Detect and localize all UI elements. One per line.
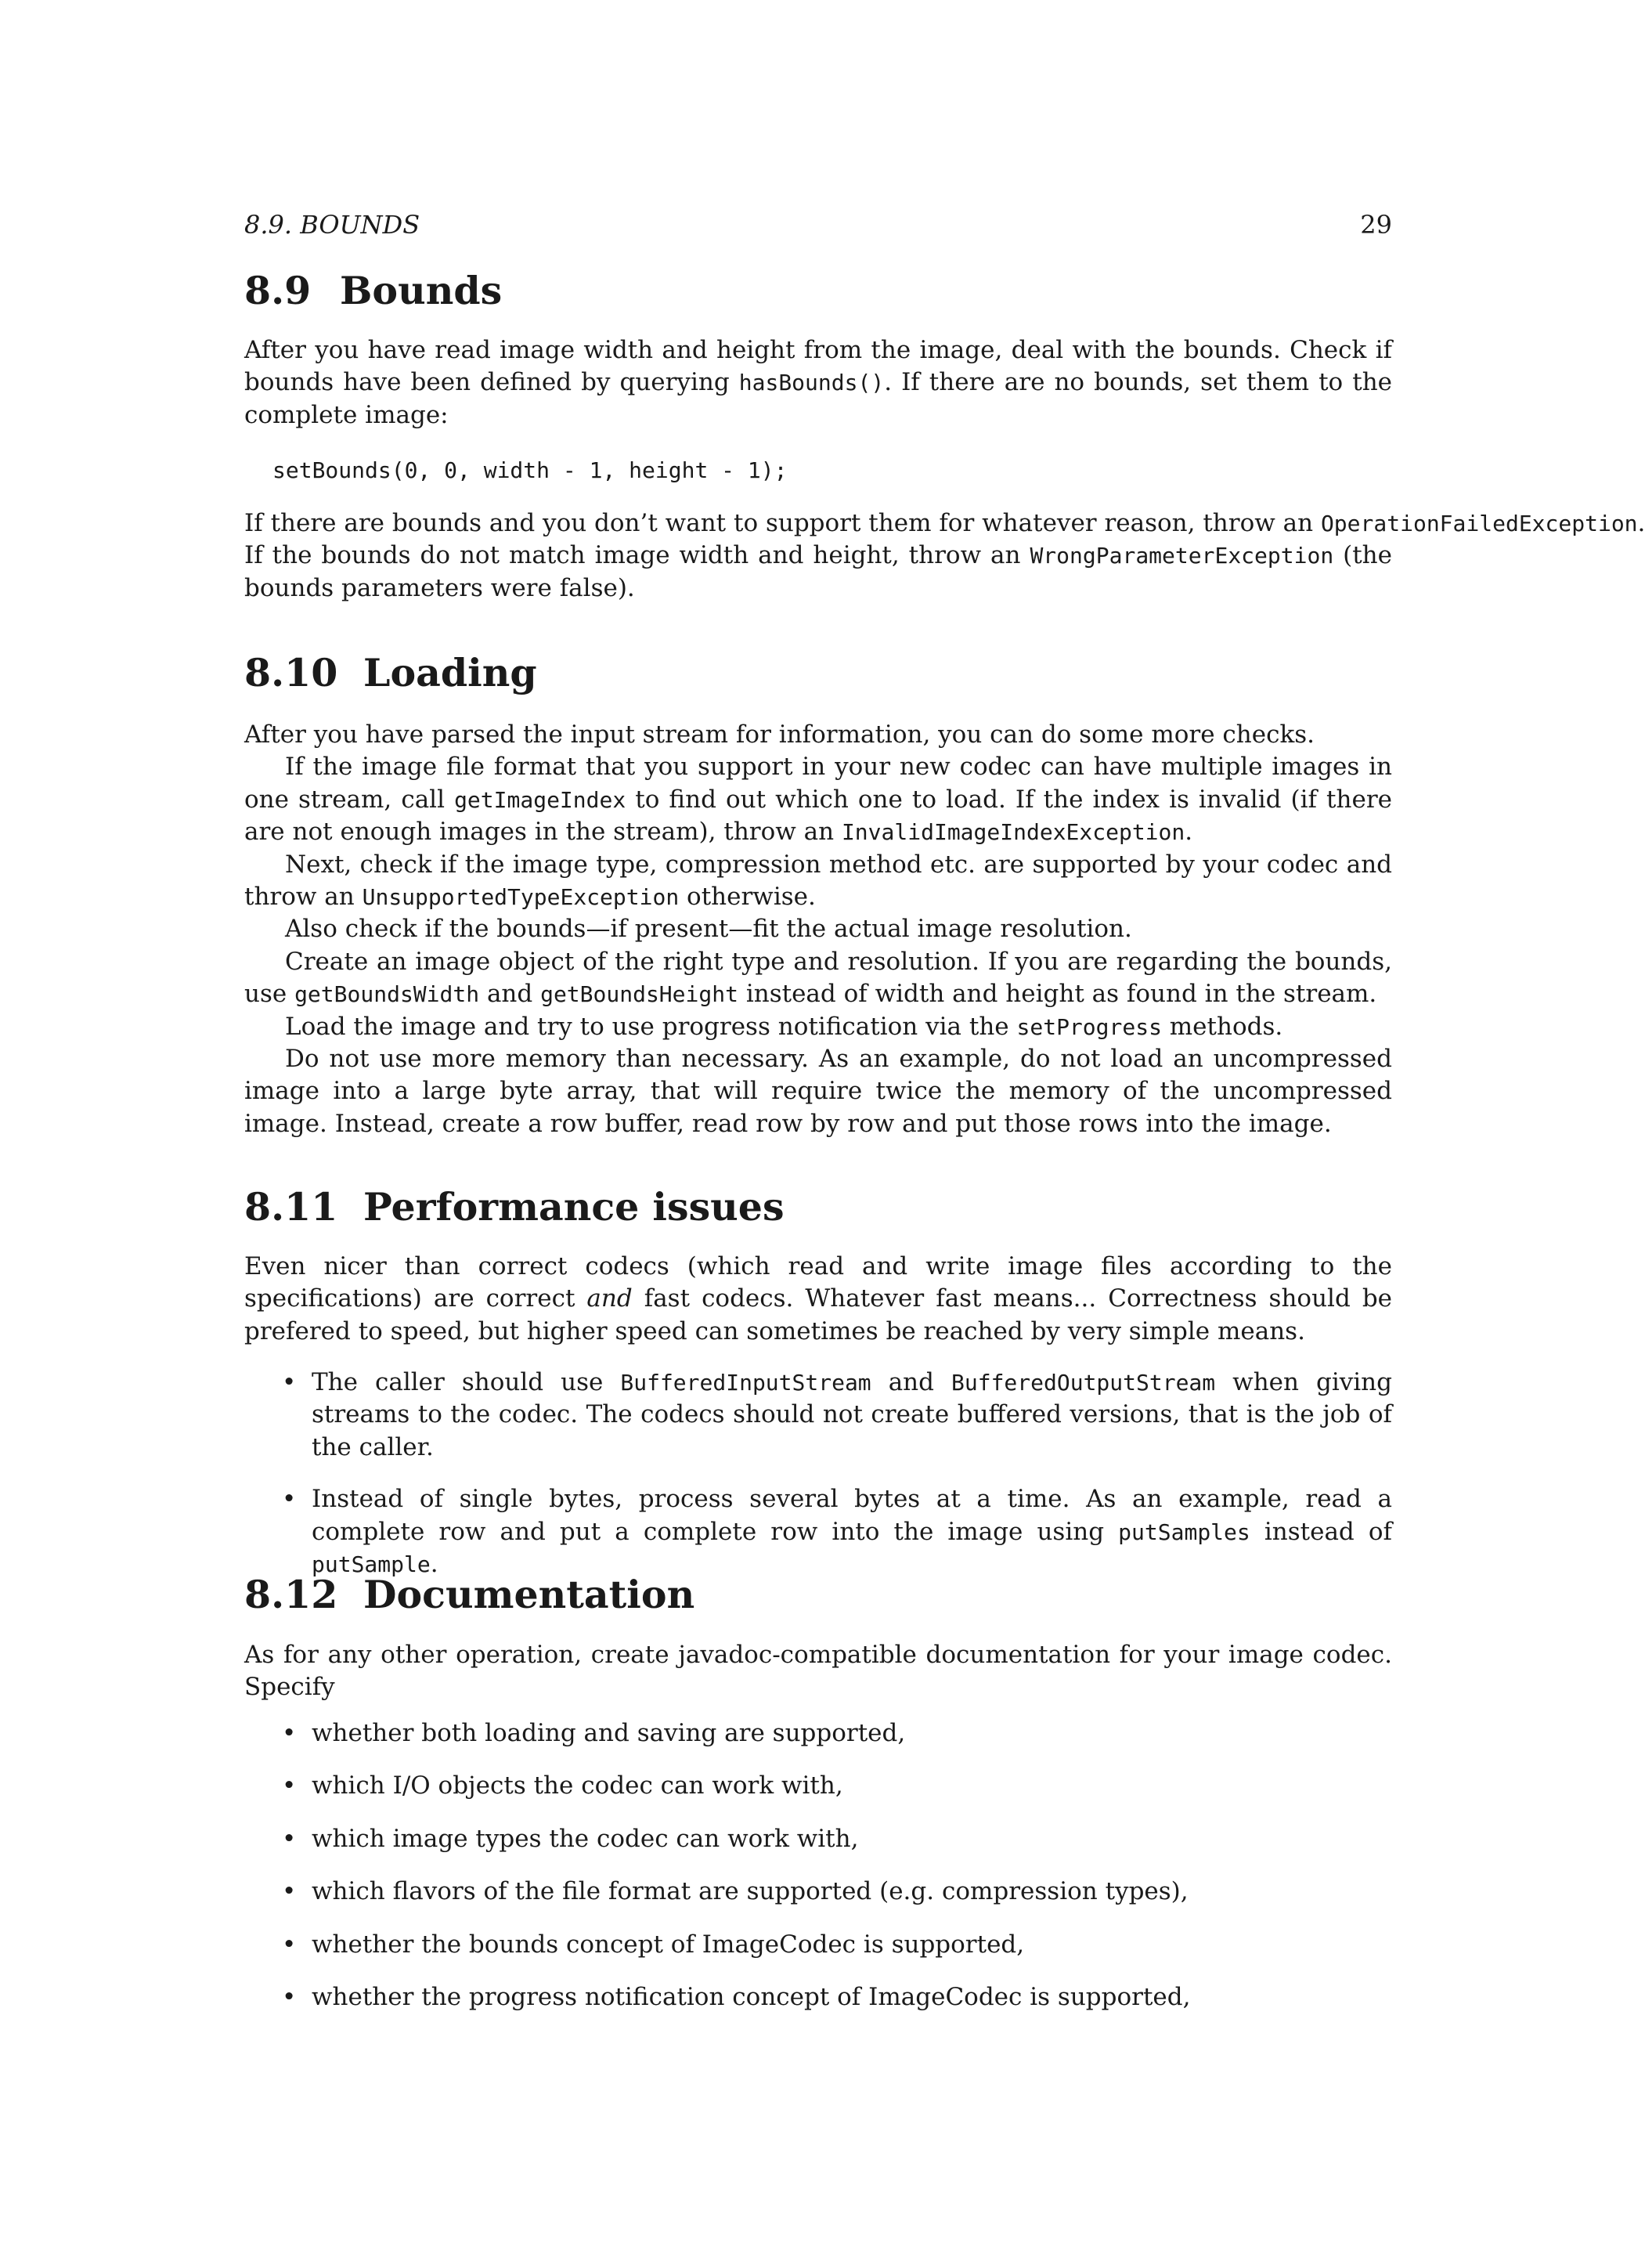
list-item-text: which image types the codec can work with,: [312, 1824, 859, 1853]
text: instead of width and height as found in the stream.: [738, 980, 1377, 1009]
paragraph: [244, 751, 1392, 848]
code-line-setbounds: setBounds(0, 0, width - 1, height - 1);: [272, 457, 788, 483]
emphasis: and: [586, 1284, 633, 1313]
text: when giving streams to the codec. The codecs should not create buffered versions, that is the job of the caller.: [312, 1368, 1392, 1461]
list-item: [244, 1483, 1392, 1580]
bullet: •: [282, 1771, 297, 1800]
inline-code: getImageIndex: [454, 786, 626, 813]
paragraph: [244, 1011, 1392, 1043]
text: If the bounds do not match image width and height, throw an: [244, 541, 1030, 570]
section-heading-performance: [244, 1183, 785, 1231]
inline-code: BufferedOutputStream: [951, 1370, 1216, 1396]
bullet: •: [282, 1485, 297, 1514]
inline-code: putSample: [312, 1551, 431, 1578]
text: and: [479, 980, 541, 1009]
paragraph: Do not use more memory than necessary. As an example, do not load an uncompressed image into a large byte array, that will require twice the memory of the uncompressed image. Instead, create a row buffer, read row by row and put those rows into the image.: [244, 1045, 1392, 1138]
bounds-paragraph-2: [244, 507, 1645, 605]
section-heading-documentation: [244, 1570, 694, 1619]
section-title: Documentation: [363, 1572, 695, 1617]
inline-code: getBoundsHeight: [540, 981, 738, 1008]
documentation-paragraph: [244, 1639, 1392, 1704]
list-item: [244, 1770, 1392, 1802]
text: .: [1637, 509, 1645, 537]
list-item-text: which I/O objects the codec can work with,: [312, 1771, 843, 1800]
text: If there are bounds and you don’t want to support them for whatever reason, throw an: [244, 509, 1321, 537]
running-head-section: 8.9. BOUNDS: [244, 210, 420, 240]
performance-list: [244, 1367, 1392, 1580]
inline-code: WrongParameterException: [1030, 543, 1334, 569]
section-heading-bounds: [244, 266, 502, 315]
list-item: [244, 1717, 1392, 1750]
list-item: [244, 1823, 1392, 1855]
list-item-text: whether the bounds concept of ImageCodec is supported,: [312, 1930, 1025, 1959]
documentation-list: [244, 1717, 1392, 2034]
list-item: [244, 1929, 1392, 1961]
bullet: •: [282, 1877, 297, 1906]
paragraph: After you have parsed the input stream for information, you can do some more checks.: [244, 720, 1315, 749]
section-number: 8.11: [244, 1184, 338, 1230]
list-item: [244, 1981, 1392, 2013]
text: .: [1185, 818, 1193, 847]
list-item-text: whether both loading and saving are supported,: [312, 1719, 906, 1747]
section-number: 8.12: [244, 1572, 338, 1617]
section-title: Loading: [363, 650, 537, 695]
inline-code: UnsupportedTypeException: [362, 884, 680, 911]
paragraph: [244, 946, 1392, 1011]
paragraph: As for any other operation, create javadoc-compatible documentation for your image codec. Specify: [244, 1641, 1392, 1702]
text: to find out which one to load. If the index is invalid (if there are not enough images in the stream), throw an: [244, 785, 1392, 847]
text: .: [430, 1550, 438, 1579]
list-item-text: whether the progress notification concept of ImageCodec is supported,: [312, 1983, 1191, 2012]
bullet: •: [282, 1824, 297, 1853]
text: instead of: [1250, 1517, 1393, 1546]
bullet: •: [282, 1719, 297, 1747]
inline-code: OperationFailedException: [1320, 511, 1638, 536]
page-number: 29: [1360, 210, 1392, 240]
inline-code: setProgress: [1016, 1013, 1162, 1040]
text: methods.: [1161, 1012, 1283, 1041]
bullet: •: [282, 1983, 297, 2012]
text: and: [871, 1368, 951, 1396]
text: fast codecs. Whatever fast means... Correctness should be prefered to speed, but higher speed can sometimes be reached by very simple means.: [244, 1284, 1393, 1345]
text: otherwise.: [679, 883, 816, 912]
list-item: [244, 1876, 1392, 1908]
section-number: 8.9: [244, 268, 312, 313]
list-item-text: which flavors of the file format are supported (e.g. compression types),: [312, 1877, 1189, 1906]
text: After you have read image width and height from the image, deal with the bounds. Check if bounds have been defined by querying: [244, 336, 1392, 397]
inline-code: BufferedInputStream: [620, 1370, 871, 1396]
inline-code: putSamples: [1118, 1519, 1250, 1545]
performance-paragraph: [244, 1251, 1392, 1348]
paragraph: Also check if the bounds—if present—fit the actual image resolution.: [285, 915, 1132, 944]
bullet: •: [282, 1368, 297, 1396]
text: If the image file format that you support in your new codec can have multiple images in one stream, call: [244, 753, 1392, 814]
bounds-paragraph-1: [244, 334, 1392, 432]
section-number: 8.10: [244, 650, 338, 695]
text: Even nicer than correct codecs (which read and write image files according to the specifications) are correct: [244, 1252, 1392, 1313]
section-title: Performance issues: [363, 1184, 785, 1230]
running-head: [244, 205, 1392, 244]
text: Next, check if the image type, compression method etc. are supported by your codec and throw an: [244, 850, 1392, 912]
text: The caller should use: [312, 1368, 621, 1396]
text: Create an image object of the right type and resolution. If you are regarding the bounds, use: [244, 947, 1392, 1009]
section-title: Bounds: [340, 268, 503, 313]
inline-code: hasBounds(): [738, 370, 885, 396]
text: (the bounds parameters were false).: [244, 541, 1392, 602]
text: Load the image and try to use progress notification via the: [285, 1012, 1017, 1041]
text: . If there are no bounds, set them to the complete image:: [244, 368, 1393, 429]
section-heading-loading: [244, 648, 537, 697]
text: Instead of single bytes, process several bytes at a time. As an example, read a complete row and put a complete row into the image using: [312, 1485, 1392, 1546]
paragraph: [244, 849, 1392, 914]
list-item: [244, 1367, 1392, 1464]
loading-paragraphs: [244, 719, 1392, 1140]
inline-code: InvalidImageIndexException: [841, 819, 1185, 846]
bullet: •: [282, 1930, 297, 1959]
inline-code: getBoundsWidth: [294, 981, 480, 1008]
